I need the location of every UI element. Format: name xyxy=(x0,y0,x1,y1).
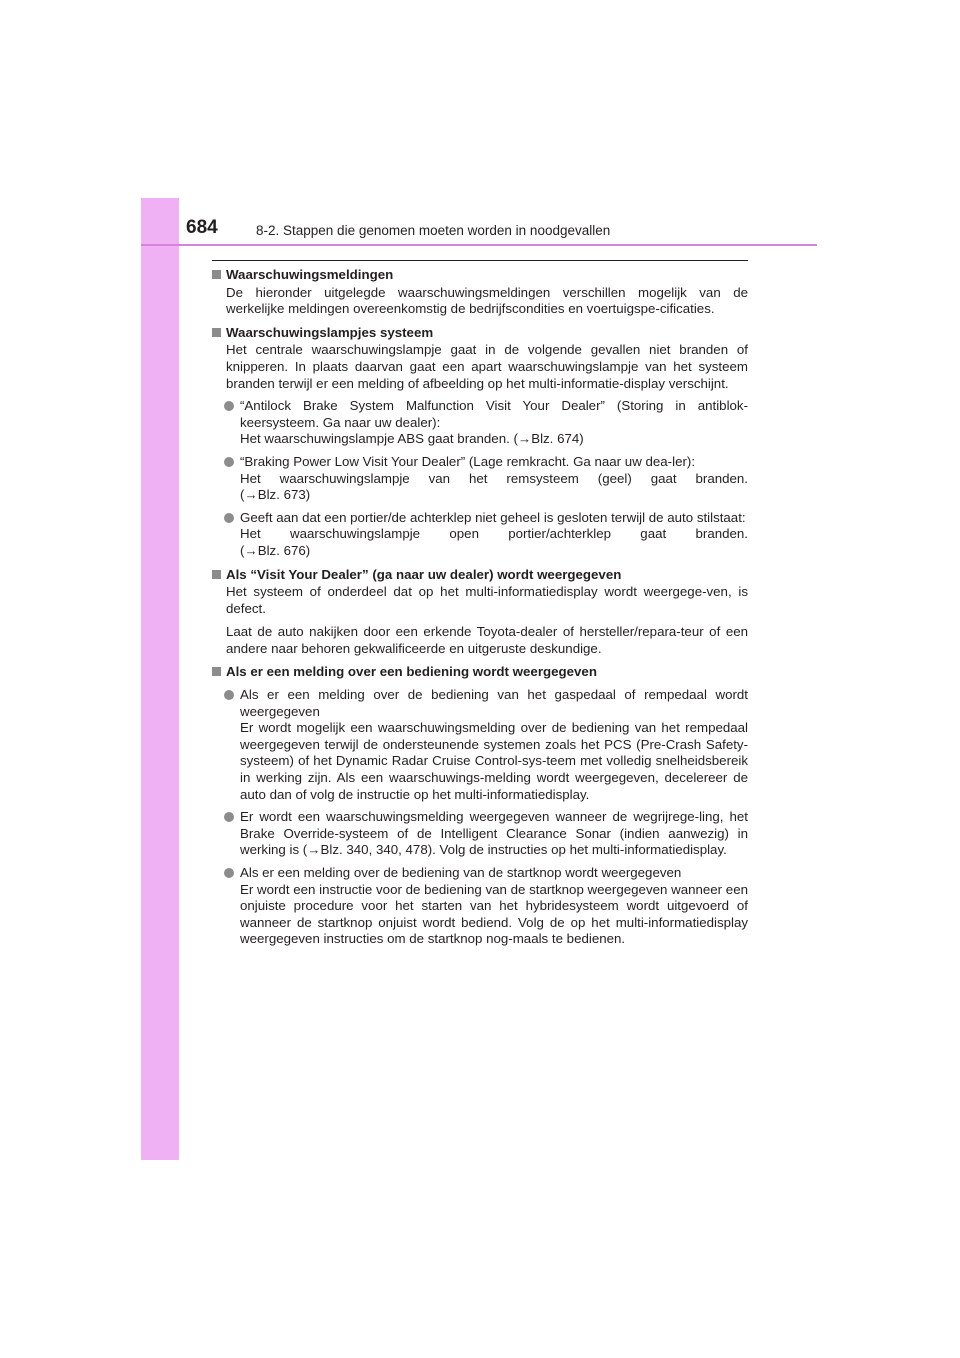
heading-visit-your-dealer xyxy=(212,567,748,584)
round-bullet-icon xyxy=(224,401,234,411)
list-item-pedal-message xyxy=(212,687,748,803)
bullet-text: Het waarschuwingslampje van het remsysteem (geel) gaat branden. xyxy=(240,470,748,486)
square-bullet-icon xyxy=(212,328,221,337)
heading-text: Waarschuwingslampjes systeem xyxy=(226,324,434,340)
list-item-braking-power xyxy=(212,454,748,504)
bullet-text: Er wordt een waarschuwingsmelding weergegeven wanneer de wegrijrege-ling, het Brake Override-systeem of de Intelligent Clearance Sonar (indien aanwezig) in werking is (→Blz. 340, 340, 478). Volg de instructies op het multi-informatiedisplay. xyxy=(240,809,748,858)
header-rule xyxy=(141,244,817,246)
bullet-text: “Antilock Brake System Malfunction Visit Your Dealer” (Storing in antiblok-keersysteem. Ga naar uw dealer): xyxy=(240,398,748,430)
page-number: 684 xyxy=(186,217,218,238)
round-bullet-icon xyxy=(224,868,234,878)
heading-text: Waarschuwingsmeldingen xyxy=(226,267,394,282)
round-bullet-icon xyxy=(224,812,234,822)
round-bullet-icon xyxy=(224,513,234,523)
page-header xyxy=(141,198,817,246)
content-top-rule xyxy=(212,260,748,261)
bullet-text: (→Blz. 676) xyxy=(240,542,311,558)
square-bullet-icon xyxy=(212,570,221,579)
heading-text: Als er een melding over een bediening wordt weergegeven xyxy=(226,664,597,680)
side-tab-band xyxy=(141,198,179,1160)
heading-operation-message xyxy=(212,664,748,681)
round-bullet-icon xyxy=(224,457,234,467)
paragraph: Het systeem of onderdeel dat op het multi-informatiedisplay wordt weergege-ven, is defect. xyxy=(226,584,748,616)
bullet-text: Het waarschuwingslampje ABS gaat branden. (→Blz. 674) xyxy=(240,431,584,447)
bullet-text: “Braking Power Low Visit Your Dealer” (Lage remkracht. Ga naar uw dea-ler): xyxy=(240,453,696,469)
square-bullet-icon xyxy=(212,270,221,279)
section-title: 8-2. Stappen die genomen moeten worden in noodgevallen xyxy=(256,223,611,238)
paragraph: Het centrale waarschuwingslampje gaat in de volgende gevallen niet branden of knipperen. In plaats daarvan gaat een apart waarschuwingslampje van het systeem branden terwijl er een melding of afbeelding op het multi-informatie-display verschijnt. xyxy=(226,342,748,391)
paragraph: Laat de auto nakijken door een erkende Toyota-dealer of hersteller/repara-teur of een andere naar behoren gekwalificeerde en uitgeruste deskundige. xyxy=(226,624,748,656)
list-item-door-open xyxy=(212,510,748,560)
bullet-text: Als er een melding over de bediening van de startknop wordt weergegeven xyxy=(240,865,682,880)
paragraph: De hieronder uitgelegde waarschuwingsmeldingen verschillen mogelijk van de werkelijke meldingen overeenkomstig de bedrijfscondities en voertuigspe-cificaties. xyxy=(226,284,748,317)
list-item-drive-start-control xyxy=(212,809,748,859)
bullet-text: Het waarschuwingslampje open portier/achterklep gaat branden. xyxy=(240,526,748,542)
heading-text: Als “Visit Your Dealer” (ga naar uw dealer) wordt weergegeven xyxy=(226,566,622,582)
bullet-text: Als er een melding over de bediening van het gaspedaal of rempedaal wordt weergegeven xyxy=(240,687,748,719)
page-content xyxy=(212,267,748,948)
heading-warning-lights-system xyxy=(212,325,748,342)
list-item-start-button-message xyxy=(212,865,748,948)
list-item-abs xyxy=(212,398,748,448)
bullet-text: Geeft aan dat een portier/de achterklep niet geheel is gesloten terwijl de auto stilstaat: xyxy=(240,509,746,525)
round-bullet-icon xyxy=(224,690,234,700)
bullet-text: Er wordt mogelijk een waarschuwingsmelding over de bediening van het rempedaal weergegeven terwijl de ondersteunende systemen zoals het PCS (Pre-Crash Safety-systeem) of het Dynamic Radar Cruise Control-sys-teem met volledig snelheidsbereik in werking zijn. Als een waarschuwings-melding wordt weergegeven, decelereer de auto dan of volg de instructie op het multi-informatiedisplay. xyxy=(240,720,748,802)
bullet-text: (→Blz. 673) xyxy=(240,487,311,503)
heading-warning-messages xyxy=(212,267,748,284)
square-bullet-icon xyxy=(212,667,221,676)
bullet-text: Er wordt een instructie voor de bediening van de startknop weergegeven wanneer een onjuiste procedure voor het starten van het hybridesysteem wordt uitgevoerd of wanneer de startknop onjuist wordt bediend. Volg de op het multi-informatiedisplay weergegeven instructies om de startknop nog-maals te bedienen. xyxy=(240,881,748,947)
